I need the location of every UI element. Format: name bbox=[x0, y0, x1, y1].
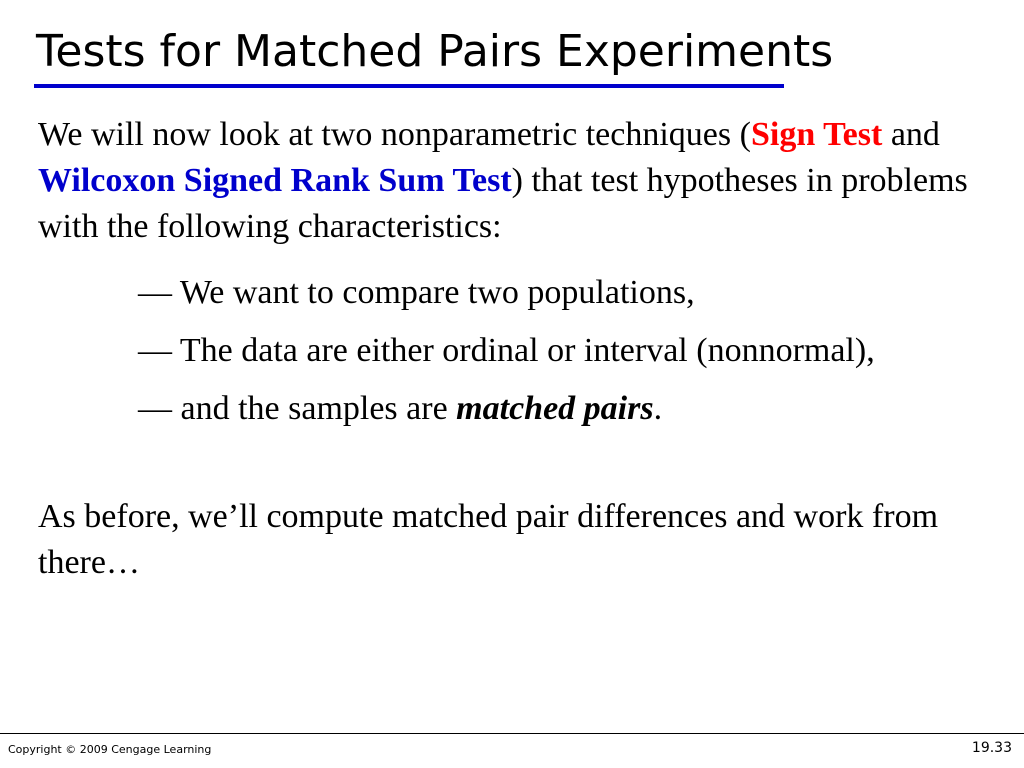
characteristic-item: — The data are either ordinal or interval (nonnormal), bbox=[138, 332, 875, 369]
page-number: 19.33 bbox=[971, 740, 1012, 756]
title-underline bbox=[34, 84, 784, 88]
wilcoxon-test-term: Wilcoxon Signed Rank Sum Test bbox=[38, 162, 512, 199]
characteristic-item bbox=[138, 380, 875, 438]
closing-paragraph: As before, we’ll compute matched pair differences and work from there… bbox=[38, 498, 939, 581]
characteristic-prefix: — and the samples are bbox=[138, 390, 457, 427]
characteristic-suffix: . bbox=[653, 390, 663, 427]
matched-pairs-emphasis: matched pairs bbox=[456, 390, 654, 427]
intro-text-and: and bbox=[882, 116, 940, 153]
footer-divider bbox=[0, 733, 1024, 734]
intro-text-end: ) that test hypotheses in problems with the following characteristics: bbox=[38, 162, 968, 245]
intro-text-start: We will now look at two nonparametric techniques ( bbox=[38, 116, 751, 153]
characteristic-item: — We want to compare two populations, bbox=[138, 274, 695, 311]
intro-paragraph bbox=[38, 112, 1013, 250]
slide-title: Tests for Matched Pairs Experiments bbox=[36, 26, 834, 77]
sign-test-term: Sign Test bbox=[750, 116, 883, 153]
footer-copyright: Copyright © 2009 Cengage Learning bbox=[8, 743, 212, 756]
characteristics-list bbox=[138, 264, 875, 438]
